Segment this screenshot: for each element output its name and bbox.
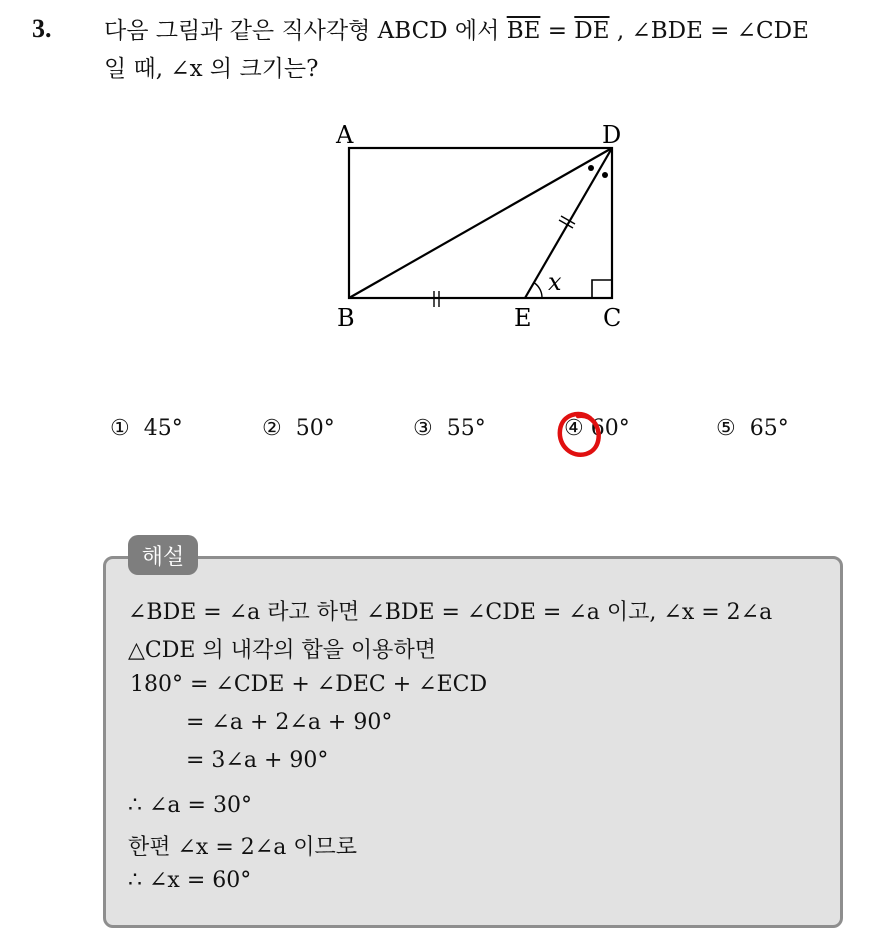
question-text	[104, 12, 874, 88]
question-number: 3.	[32, 14, 52, 43]
choice-1-label: ①	[110, 416, 130, 441]
solution-line-7: 한편 ∠x = 2∠a 이므로	[128, 835, 358, 860]
solution-line-5: = 3∠a + 90°	[186, 748, 329, 773]
answer-choices	[0, 416, 884, 456]
choice-5-label: ⑤	[716, 416, 736, 441]
point-label-e: E	[514, 304, 532, 332]
choice-2-value: 50°	[295, 416, 335, 441]
segment-de: $\overline{DE}$	[574, 18, 610, 44]
solution-line-6: ∴ ∠a = 30°	[128, 793, 252, 818]
choice-1[interactable]	[110, 416, 183, 441]
solution-line-2: △CDE 의 내각의 합을 이용하면	[128, 638, 436, 663]
point-label-a: A	[336, 121, 354, 149]
choice-3[interactable]	[413, 416, 486, 441]
choice-4-label: ④	[564, 416, 584, 441]
solution-line-8: ∴ ∠x = 60°	[128, 868, 252, 893]
figure-svg	[320, 112, 640, 342]
segment-be: $\overline{BE}$	[506, 18, 541, 44]
choice-1-value: 45°	[143, 416, 183, 441]
angle-x-arc	[535, 283, 543, 298]
right-angle-mark	[592, 280, 612, 298]
solution-label: 해설	[128, 535, 198, 575]
choice-2[interactable]	[262, 416, 335, 441]
rectangle-figure	[320, 112, 640, 342]
equals-sign: =	[540, 18, 575, 44]
choice-5[interactable]	[716, 416, 789, 441]
angle-label-x: x	[548, 268, 562, 296]
angle-dot-1	[588, 165, 594, 171]
angle-dot-2	[602, 172, 608, 178]
choice-4-value: 60°	[590, 416, 630, 441]
question-text-part1: 다음 그림과 같은 직사각형 ABCD 에서	[104, 18, 507, 44]
choice-5-value: 65°	[749, 416, 789, 441]
choice-3-value: 55°	[446, 416, 486, 441]
point-label-b: B	[337, 304, 355, 332]
solution-line-3: 180° = ∠CDE + ∠DEC + ∠ECD	[130, 672, 488, 697]
point-label-d: D	[602, 121, 622, 149]
segment-ed	[525, 148, 612, 298]
solution-line-4: = ∠a + 2∠a + 90°	[186, 710, 393, 735]
point-label-c: C	[603, 304, 622, 332]
question-text-part2: , ∠BDE = ∠CDE	[609, 18, 809, 44]
question-text-line2: 일 때, ∠x 의 크기는?	[104, 56, 319, 82]
solution-line-1: ∠BDE = ∠a 라고 하면 ∠BDE = ∠CDE = ∠a 이고, ∠x = 2∠a	[128, 600, 773, 625]
answer-mark-circle	[556, 410, 604, 460]
choice-3-label: ③	[413, 416, 433, 441]
choice-2-label: ②	[262, 416, 282, 441]
